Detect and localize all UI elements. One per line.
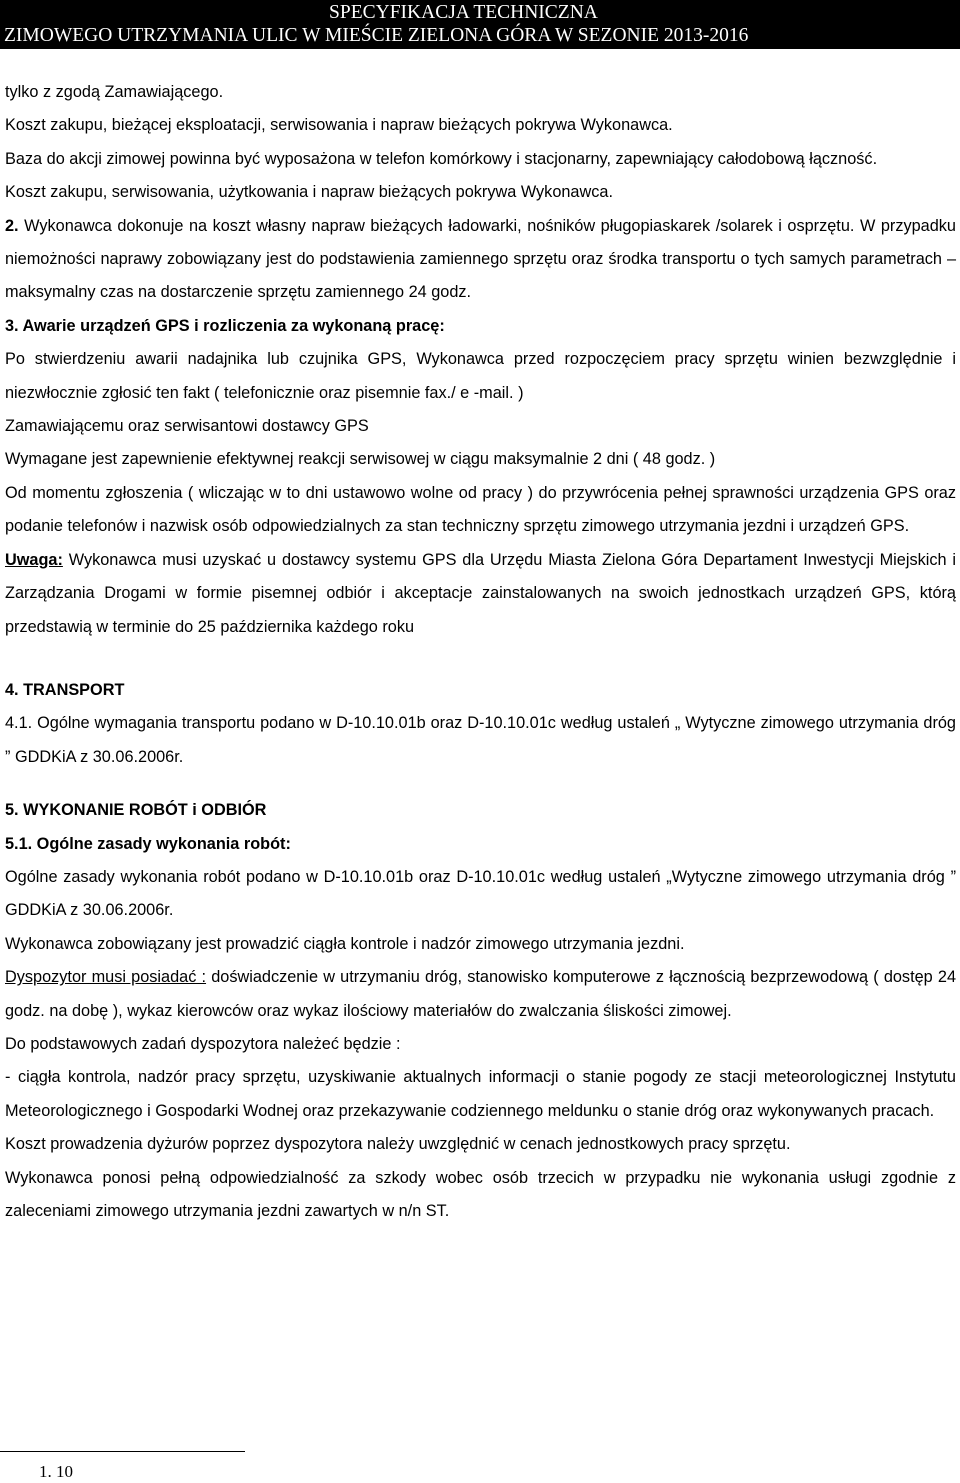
paragraph xyxy=(5,961,956,1028)
paragraph xyxy=(5,544,956,644)
paragraph: Po stwierdzeniu awarii nadajnika lub czujnika GPS, Wykonawca przed rozpoczęciem pracy sprzętu winien bezwzględnie i niezwłocznie zgłosić ten fakt ( telefonicznie oraz pisemnie fax./ e -mail. ) xyxy=(5,350,956,402)
paragraph xyxy=(5,210,956,310)
paragraph-text: doświadczenie w utrzymaniu dróg, stanowisko komputerowe z łącznością bezprzewodową ( dostęp 24 godz. na dobę ), wykaz kierowców oraz wykaz ilościowy materiałów do zwalczania śliskości zimowej. xyxy=(5,968,956,1020)
paragraph: 4.1. Ogólne wymagania transportu podano w D-10.10.01b oraz D-10.10.01c według ustaleń „ Wytyczne zimowego utrzymania dróg ” GDDKiA z 30.06.2006r. xyxy=(5,714,956,766)
paragraph: Wymagane jest zapewnienie efektywnej reakcji serwisowej w ciągu maksymalnie 2 dni ( 48 godz. ) xyxy=(5,450,716,469)
paragraph: Zamawiającemu oraz serwisantowi dostawcy GPS xyxy=(5,417,369,436)
paragraph: Wykonawca ponosi pełną odpowiedzialność za szkody wobec osób trzecich w przypadku nie wykonania usługi zgodnie z zaleceniami zimowego utrzymania jezdni zawartych w n/n ST. xyxy=(5,1168,956,1220)
paragraph: Wykonawca zobowiązany jest prowadzić ciągła kontrole i nadzór zimowego utrzymania jezdni. xyxy=(5,934,685,953)
header-subtitle: ZIMOWEGO UTRZYMANIA ULIC W MIEŚCIE ZIELONA GÓRA W SEZONIE 2013-2016 xyxy=(4,25,749,46)
page-header xyxy=(0,0,960,49)
footer-divider xyxy=(0,1451,245,1452)
page-number: 1. 10 xyxy=(39,1462,73,1481)
section-heading-4: 4. TRANSPORT xyxy=(5,680,125,699)
section-heading-3: 3. Awarie urządzeń GPS i rozliczenia za wykonaną pracę: xyxy=(5,316,445,335)
document-body xyxy=(5,76,956,1228)
paragraph: Baza do akcji zimowej powinna być wyposażona w telefon komórkowy i stacjonarny, zapewniający całodobową łączność. xyxy=(5,149,878,168)
paragraph: Koszt prowadzenia dyżurów poprzez dyspozytora należy uwzględnić w cenach jednostkowych pracy sprzętu. xyxy=(5,1135,791,1154)
paragraph: Koszt zakupu, bieżącej eksploatacji, serwisowania i napraw bieżących pokrywa Wykonawca. xyxy=(5,116,673,135)
paragraph: Ogólne zasady wykonania robót podano w D-10.10.01b oraz D-10.10.01c według ustaleń „Wytyczne zimowego utrzymania dróg ” GDDKiA z 30.06.2006r. xyxy=(5,867,956,920)
item-number: 2. xyxy=(5,216,19,235)
paragraph-text: Wykonawca musi uzyskać u dostawcy systemu GPS dla Urzędu Miasta Zielona Góra Departament Inwestycji Miejskich i Zarządzania Drogami w formie pisemnej odbiór i akceptacje zainstalowanych na swoich jednostkach urządzeń GPS, którą przedstawią w terminie do 25 października każdego roku xyxy=(5,550,956,636)
subsection-heading-5-1: 5.1. Ogólne zasady wykonania robót: xyxy=(5,834,291,853)
list-item: - ciągła kontrola, nadzór pracy sprzętu, uzyskiwanie aktualnych informacji o stanie pogody ze stacji meteorologicznej Instytutu Meteorologicznego i Gospodarki Wodnej oraz przekazywanie codziennego meldunku o stanie dróg oraz wykonywanych pracach. xyxy=(5,1068,956,1120)
paragraph: Od momentu zgłoszenia ( wliczając w to dni ustawowo wolne od pracy ) do przywrócenia pełnej sprawności urządzenia GPS oraz podanie telefonów i nazwisk osób odpowiedzialnych za stan techniczny sprzętu zimowego utrzymania jezdni i urządzeń GPS. xyxy=(5,483,956,536)
paragraph-text: Wykonawca dokonuje na koszt własny napraw bieżących ładowarki, nośników pługopiaskarek /solarek i osprzętu. W przypadku niemożności naprawy zobowiązany jest do podstawienia zamiennego sprzętu oraz środka transportu o tych samych parametrach – maksymalny czas na dostarczenie sprzętu zamiennego 24 godz. xyxy=(5,216,956,302)
paragraph: Do podstawowych zadań dyspozytora należeć będzie : xyxy=(5,1034,401,1053)
note-label: Uwaga: xyxy=(5,550,63,569)
header-title: SPECYFIKACJA TECHNICZNA xyxy=(329,2,598,23)
dispatcher-label: Dyspozytor musi posiadać : xyxy=(5,968,207,987)
paragraph: tylko z zgodą Zamawiającego. xyxy=(5,83,224,101)
paragraph: Koszt zakupu, serwisowania, użytkowania i napraw bieżących pokrywa Wykonawca. xyxy=(5,183,613,202)
section-heading-5: 5. WYKONANIE ROBÓT i ODBIÓR xyxy=(5,801,267,820)
